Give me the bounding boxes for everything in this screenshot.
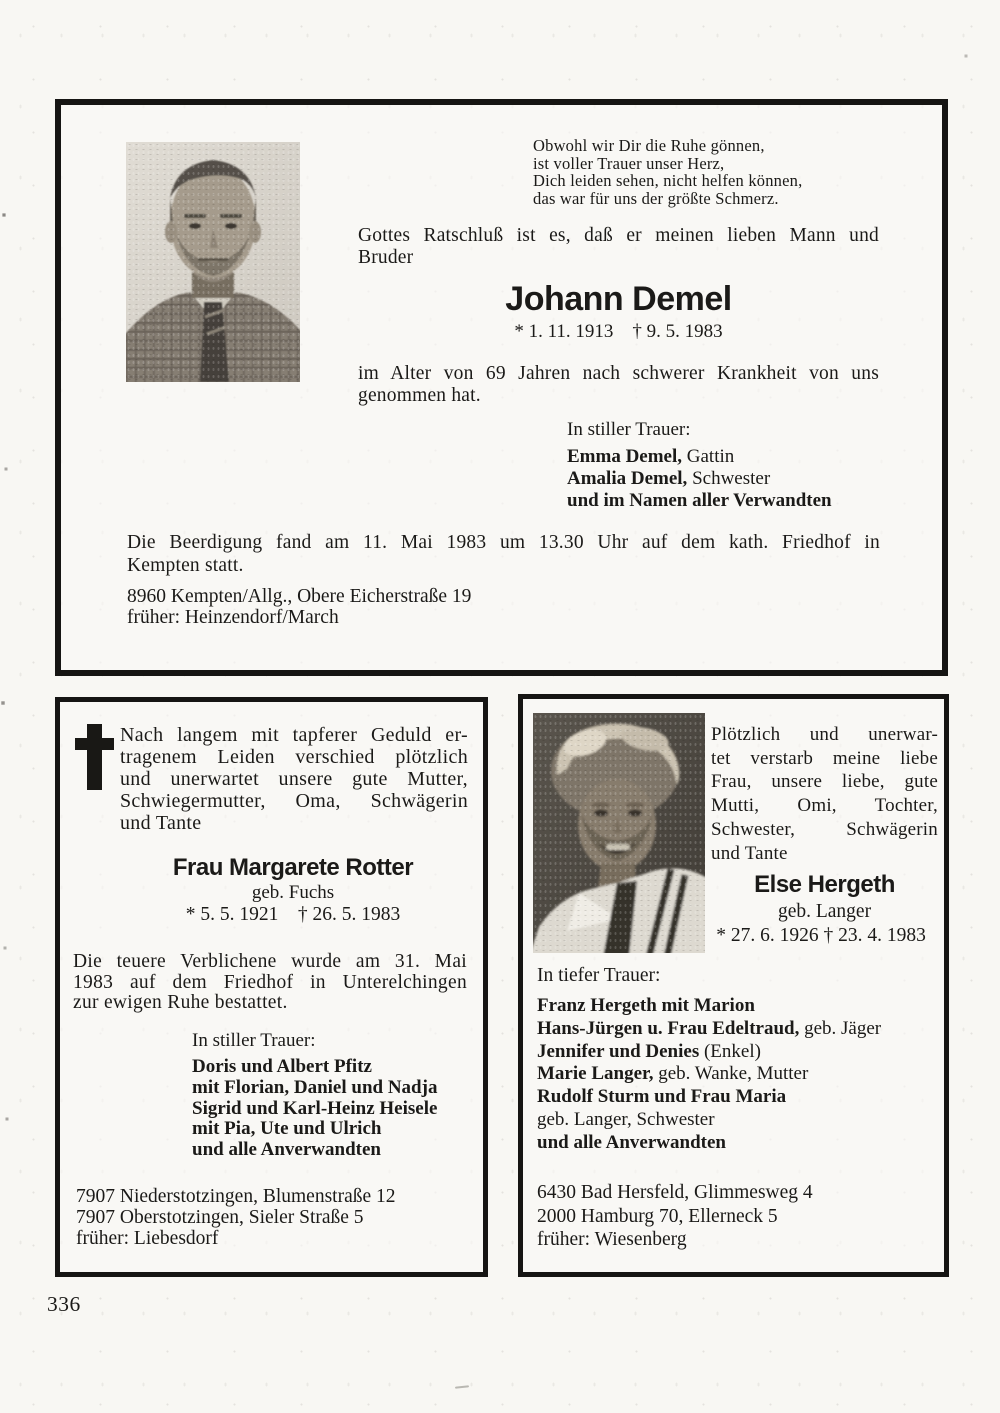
address-lines bbox=[537, 1181, 813, 1252]
text-line: und Tante bbox=[711, 842, 788, 864]
text-line: Die Beerdigung fand am 11. Mai 1983 um 13.30 Uhr auf dem kath. Friedhof in bbox=[127, 532, 880, 553]
deceased-name: Frau Margarete Rotter bbox=[172, 854, 414, 881]
text-line: das war für uns der größte Schmerz. bbox=[533, 188, 779, 208]
text-line: Gottes Ratschluß ist es, daß er meinen lieben Mann und bbox=[358, 225, 879, 246]
obituary-notice-johann-demel bbox=[55, 99, 948, 676]
address-lines bbox=[76, 1186, 396, 1249]
portrait-photo-else-hergeth bbox=[533, 713, 705, 953]
text-line: Jennifer und Denies (Enkel) bbox=[537, 1040, 761, 1062]
text-line: früher: Wiesenberg bbox=[537, 1229, 687, 1250]
text-line: und alle Anverwandten bbox=[192, 1139, 381, 1161]
page-number: 336 bbox=[47, 1292, 81, 1316]
deceased-name: Else Hergeth bbox=[754, 871, 895, 898]
scan-smudge-artifact bbox=[455, 1385, 469, 1388]
text-line: und im Namen aller Verwandten bbox=[567, 490, 832, 511]
text-line: Nach langem mit tapferer Geduld er- bbox=[120, 724, 468, 746]
portrait-photo-johann-demel bbox=[126, 142, 300, 382]
cross-vertical-bar bbox=[87, 724, 102, 790]
text-line: Plötzlich und unerwar- bbox=[711, 724, 938, 745]
text-line: Schwester, Schwägerin bbox=[711, 818, 938, 840]
text-line: Kempten statt. bbox=[127, 554, 244, 576]
birth-death-dates: * 27. 6. 1926 † 23. 4. 1983 bbox=[716, 925, 926, 946]
cross-icon bbox=[75, 722, 121, 794]
text-line: 8960 Kempten/Allg., Obere Eicherstraße 19 bbox=[127, 586, 472, 607]
obituary-notice-else-hergeth bbox=[518, 694, 949, 1277]
cross-horizontal-bar bbox=[75, 738, 114, 750]
text-line: Amalia Demel, Schwester bbox=[567, 468, 771, 489]
text-line: tet verstarb meine liebe bbox=[711, 747, 938, 769]
text-line: zur ewigen Ruhe bestattet. bbox=[73, 992, 288, 1014]
text-line: Die teuere Verblichene wurde am 31. Mai bbox=[73, 951, 467, 972]
text-line: mit Pia, Ute und Ulrich bbox=[192, 1118, 382, 1140]
obituary-notice-margarete-rotter bbox=[55, 697, 488, 1277]
mourners-list bbox=[192, 1057, 437, 1161]
text-line: Obwohl wir Dir die Ruhe gönnen, bbox=[533, 136, 765, 155]
obituary-continuation-text bbox=[358, 363, 879, 406]
text-line: Schwiegermutter, Oma, Schwägerin bbox=[120, 790, 468, 812]
scan-speck-artifacts bbox=[2, 0, 4, 2]
text-line: genommen hat. bbox=[358, 384, 481, 406]
obituary-intro-text bbox=[358, 225, 879, 268]
memorial-poem bbox=[533, 137, 913, 207]
text-line: Franz Hergeth mit Marion bbox=[537, 995, 755, 1016]
text-line: und unerwartet unsere gute Mutter, bbox=[120, 768, 468, 790]
text-line: geb. Langer, Schwester bbox=[537, 1108, 715, 1130]
text-line: ist voller Trauer unser Herz, bbox=[533, 153, 725, 173]
address-lines bbox=[127, 586, 471, 628]
man-portrait-illustration bbox=[126, 142, 300, 382]
text-line: Frau, unsere liebe, gute bbox=[711, 771, 938, 793]
text-line: Dich leiden sehen, nicht helfen können, bbox=[533, 171, 803, 191]
text-line: 2000 Hamburg 70, Ellerneck 5 bbox=[537, 1205, 778, 1227]
text-line: früher: Heinzendorf/March bbox=[127, 607, 339, 628]
mourners-list bbox=[537, 995, 941, 1155]
text-line: 7907 Niederstotzingen, Blumenstraße 12 bbox=[76, 1186, 396, 1207]
burial-info-text bbox=[73, 952, 467, 1014]
mourning-label: In tiefer Trauer: bbox=[537, 965, 661, 986]
obituary-intro-text bbox=[120, 724, 468, 834]
text-line: Emma Demel, Gattin bbox=[567, 446, 735, 467]
mourning-label: In stiller Trauer: bbox=[567, 419, 691, 440]
text-line: Doris und Albert Pfitz bbox=[192, 1056, 372, 1077]
text-line: Hans-Jürgen u. Frau Edeltraud, geb. Jäger bbox=[537, 1017, 882, 1039]
text-line: früher: Liebesdorf bbox=[76, 1228, 219, 1249]
text-line: im Alter von 69 Jahren nach schwerer Krankheit von uns bbox=[358, 363, 879, 384]
maiden-name: geb. Fuchs bbox=[251, 882, 335, 903]
text-line: Bruder bbox=[358, 246, 414, 268]
text-line: Rudolf Sturm und Frau Maria bbox=[537, 1086, 787, 1108]
text-line: Sigrid und Karl-Heinz Heisele bbox=[192, 1097, 438, 1119]
birth-death-dates: * 1. 11. 1913 † 9. 5. 1983 bbox=[514, 321, 723, 342]
maiden-name: geb. Langer bbox=[777, 901, 872, 922]
text-line: 1983 auf dem Friedhof in Unterelchingen bbox=[73, 971, 467, 993]
woman-portrait-illustration bbox=[533, 713, 705, 953]
text-line: und Tante bbox=[120, 812, 202, 834]
mourning-label: In stiller Trauer: bbox=[192, 1030, 316, 1051]
birth-death-dates: * 5. 5. 1921 † 26. 5. 1983 bbox=[185, 904, 401, 925]
text-line: mit Florian, Daniel und Nadja bbox=[192, 1076, 438, 1098]
deceased-name: Johann Demel bbox=[505, 280, 732, 318]
text-line: Marie Langer, geb. Wanke, Mutter bbox=[537, 1063, 809, 1085]
mourners-list bbox=[567, 446, 832, 512]
text-line: und alle Anverwandten bbox=[537, 1131, 726, 1153]
text-line: 6430 Bad Hersfeld, Glimmesweg 4 bbox=[537, 1182, 813, 1203]
text-line: tragenem Leiden verschied plötzlich bbox=[120, 746, 468, 768]
text-line: Mutti, Omi, Tochter, bbox=[711, 795, 938, 817]
funeral-info-text bbox=[127, 532, 880, 577]
text-line: 7907 Oberstotzingen, Sieler Straße 5 bbox=[76, 1207, 364, 1228]
obituary-intro-text bbox=[711, 723, 938, 865]
